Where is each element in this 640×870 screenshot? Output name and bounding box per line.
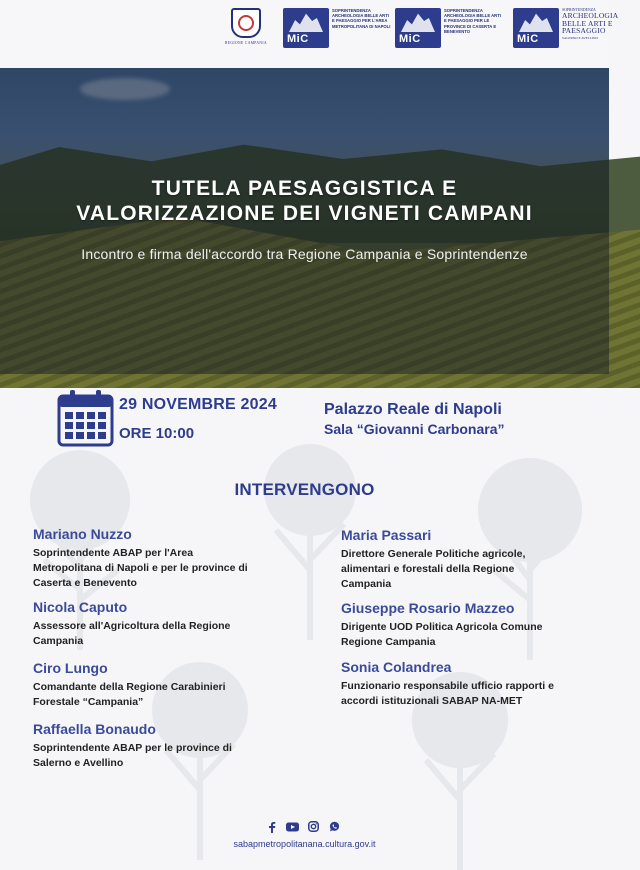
speaker-card [341, 527, 611, 592]
sabap-caserta-logo [395, 8, 504, 48]
event-date: 29 NOVEMBRE 2024 [119, 396, 277, 413]
event-venue: Palazzo Reale di Napoli [324, 401, 502, 418]
speaker-name: Raffaella Bonaudo [33, 721, 156, 737]
hero-banner [0, 68, 609, 374]
whatsapp-icon[interactable] [328, 820, 341, 833]
mic-mark-icon: MiC [283, 8, 329, 48]
speaker-card [33, 721, 303, 771]
social-links [265, 820, 341, 833]
logo-strip [0, 0, 618, 68]
speaker-role: Assessore all'Agricoltura della Regione Campania [33, 620, 231, 647]
speaker-role: Soprintendente ABAP per l'Area Metropolitana di Napoli e per le province di Caserta e Benevento [33, 547, 248, 589]
speaker-card [341, 600, 611, 650]
speakers-heading: INTERVENGONO [234, 480, 375, 499]
speaker-name: Giuseppe Rosario Mazzeo [341, 600, 515, 616]
sabap-napoli-text: SOPRINTENDENZA ARCHEOLOGIA BELLE ARTI E PAESAGGIO PER L'AREA METROPOLITANA DI NAPOLI [332, 8, 391, 29]
regione-label: REGIONE CAMPANIA [225, 41, 267, 45]
speaker-name: Mariano Nuzzo [33, 526, 132, 542]
youtube-icon[interactable] [286, 820, 299, 833]
facebook-icon[interactable] [265, 820, 278, 833]
event-subtitle: Incontro e firma dell'accordo tra Regione Campania e Soprintendenze [81, 246, 528, 262]
speaker-card [33, 660, 303, 710]
speaker-card [341, 659, 611, 709]
mic-mark-icon: MiC [513, 8, 559, 48]
sabap-salerno-text: SOPRINTENDENZA ARCHEOLOGIA BELLE ARTI E PAESAGGIO SALERNO E AVELLINO [562, 8, 618, 40]
regione-campania-logo [225, 8, 267, 45]
speaker-role: Funzionario responsabile ufficio rapporti e accordi istituzionali SABAP NA-MET [341, 680, 554, 707]
speaker-name: Sonia Colandrea [341, 659, 452, 675]
regione-shield-icon [231, 8, 261, 38]
speaker-card [33, 599, 303, 649]
sabap-napoli-logo [283, 8, 392, 48]
sabap-caserta-text: SOPRINTENDENZA ARCHEOLOGIA BELLE ARTI E PAESAGGIO PER LE PROVINCE DI CASERTA E BENEVENTO [444, 8, 501, 34]
speaker-role: Dirigente UOD Politica Agricola Comune Regione Campania [341, 621, 543, 648]
speaker-name: Ciro Lungo [33, 660, 108, 676]
speaker-name: Maria Passari [341, 527, 432, 543]
speaker-role: Soprintendente ABAP per le province di Salerno e Avellino [33, 742, 232, 769]
mic-mark-icon: MiC [395, 8, 441, 48]
instagram-icon[interactable] [307, 820, 320, 833]
speaker-name: Nicola Caputo [33, 599, 128, 615]
event-room: Sala “Giovanni Carbonara” [324, 421, 505, 437]
website-link[interactable]: sabapmetropolitanana.cultura.gov.it [233, 839, 376, 849]
speaker-card [33, 526, 303, 591]
speaker-role: Direttore Generale Politiche agricole, alimentari e forestali della Regione Campania [341, 548, 526, 590]
sabap-salerno-logo [513, 8, 618, 48]
speaker-role: Comandante della Regione Carabinieri Forestale “Campania” [33, 681, 226, 708]
event-title: TUTELA PAESAGGISTICA E VALORIZZAZIONE DEI VIGNETI CAMPANI [76, 177, 533, 225]
event-time: ORE 10:00 [119, 425, 195, 442]
calendar-icon [57, 389, 114, 447]
